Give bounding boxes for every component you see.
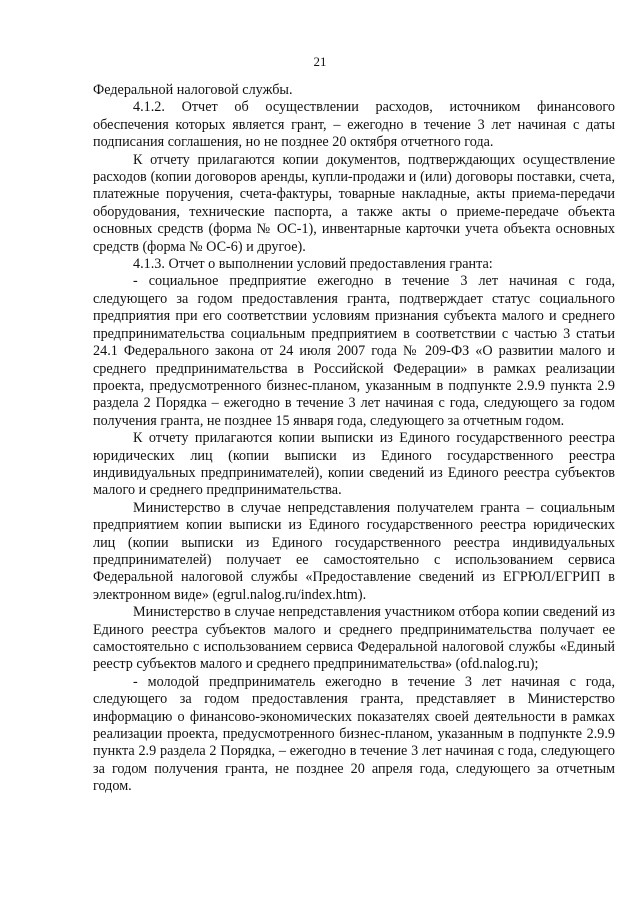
paragraph-continuation: Федеральной налоговой службы.	[93, 82, 293, 98]
paragraph-expense-attachments: К отчету прилагаются копии документов, подтверждающих осуществление расходов (копии договоров аренды, купли-продажи и (или) договоры поставки, счета, платежные поручения, счета-фактуры, товарные накладные, акты приема-передачи оборудования, технические паспорта, а также акты о приеме-передаче объекта основных средств (форма № ОС-1), инвентарные карточки учета объекта основных средств (форма № ОС-6) и другое).	[93, 151, 615, 255]
document-body	[93, 82, 615, 796]
paragraph-report-attachments: К отчету прилагаются копии выписки из Единого государственного реестра юридических лиц (копии выписки из Единого государственного реестра индивидуальных предпринимателей), копии сведений из Единого реестра субъектов малого и среднего предпринимательства.	[93, 430, 615, 499]
paragraph-ministry-egrul: Министерство в случае непредставления получателем гранта – социальным предприятием копии выписки из Единого государственного реестра юридических лиц (копии выписки из Единого государственного реестра индивидуальных предпринимателей) получает ее самостоятельно с использованием сервиса Федеральной налоговой службы «Предоставление сведений из ЕГРЮЛ/ЕГРИП в электронном виде» (egrul.nalog.ru/index.htm).	[93, 499, 615, 603]
paragraph-ministry-sme-registry: Министерство в случае непредставления участником отбора копии сведений из Единого реестра субъектов малого и среднего предпринимательства получает ее самостоятельно с использованием сервиса Федеральной налоговой службы «Единый реестр субъектов малого и среднего предпринимательства» (ofd.nalog.ru);	[93, 604, 615, 673]
paragraph-4-1-3: 4.1.3. Отчет о выполнении условий предоставления гранта:	[133, 256, 493, 273]
page-number: 21	[313, 54, 327, 69]
paragraph-4-1-2: 4.1.2. Отчет об осуществлении расходов, источником финансового обеспечения которых является грант, – ежегодно в течение 3 лет начиная с даты подписания соглашения, но не позднее 20 октября отчетного года.	[93, 99, 615, 151]
paragraph-young-entrepreneur: - молодой предприниматель ежегодно в течение 3 лет начиная с года, следующего за годом предоставления гранта, представляет в Министерство информацию о финансово-экономических показателях своей деятельности в рамках реализации проекта, предусмотренного бизнес-планом, указанным в подпункте 2.9.9 пункта 2.9 раздела 2 Порядка, – ежегодно в течение 3 лет начиная с года, следующего за годом получения гранта, не позднее 20 апреля года, следующего за отчетным годом.	[93, 673, 615, 795]
paragraph-social-enterprise: - социальное предприятие ежегодно в течение 3 лет начиная с года, следующего за годом предоставления гранта, подтверждает статус социального предприятия при его соответствии условиям признания субъекта малого и среднего предпринимательства социальным предприятием в соответствии с частью 3 статьи 24.1 Федерального закона от 24 июля 2007 года № 209-ФЗ «О развитии малого и среднего предпринимательства в Российской Федерации» в рамках реализации проекта, предусмотренного бизнес-планом, указанным в подпункте 2.9.9 пункта 2.9 раздела 2 Порядка – ежегодно в течение 3 лет начиная с года, следующего за годом получения гранта, не позднее 15 января года, следующего за отчетным годом.	[93, 273, 615, 429]
